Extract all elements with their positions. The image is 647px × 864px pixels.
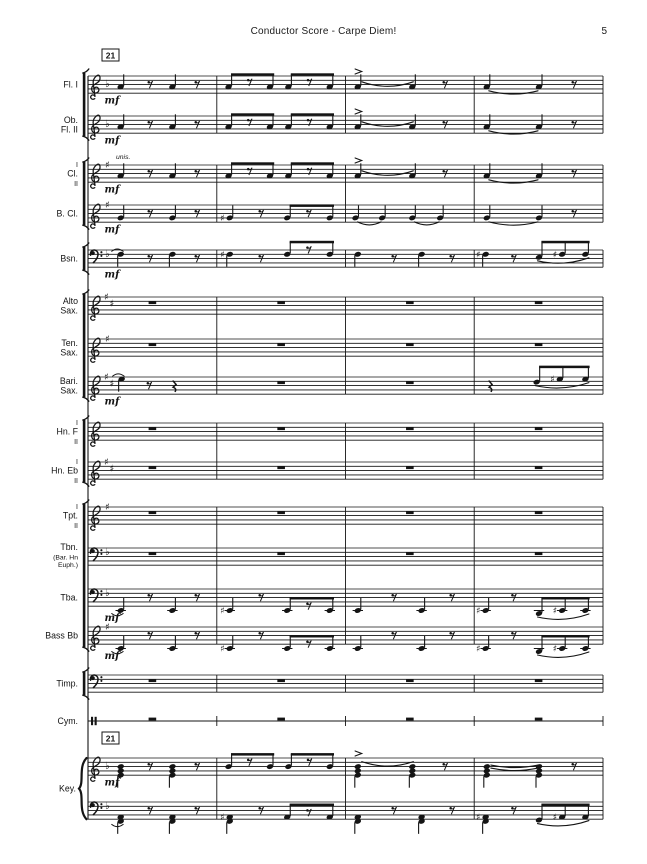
svg-text:♯: ♯ xyxy=(476,250,481,261)
svg-text:♯: ♯ xyxy=(220,813,225,824)
staff-timp xyxy=(56,675,603,692)
svg-text:♯: ♯ xyxy=(220,606,225,617)
svg-text:Ten.: Ten. xyxy=(61,337,78,348)
treble-clef-icon xyxy=(91,75,100,99)
staff-tba xyxy=(60,588,603,624)
page-number: 5 xyxy=(601,26,607,37)
svg-text:II: II xyxy=(74,181,78,189)
svg-text:♯: ♯ xyxy=(109,463,115,475)
bass-clef-icon xyxy=(90,250,102,263)
instrument-label xyxy=(53,542,78,569)
treble-clef-icon xyxy=(91,376,100,400)
svg-text:♭: ♭ xyxy=(105,546,110,558)
svg-text:21: 21 xyxy=(105,733,116,744)
instrument-label xyxy=(60,376,78,396)
staff-bass-bb xyxy=(45,622,603,662)
instrument-label xyxy=(56,420,78,446)
svg-text:♯: ♯ xyxy=(552,606,558,617)
svg-text:Fl. II: Fl. II xyxy=(60,124,78,135)
expression-text xyxy=(116,154,130,161)
staff-cym xyxy=(57,716,603,726)
treble-clef-icon xyxy=(91,338,100,362)
treble-clef-icon xyxy=(91,204,100,228)
svg-text:♯: ♯ xyxy=(105,501,110,513)
staff-bsn xyxy=(60,241,603,281)
svg-text:Ob.: Ob. xyxy=(63,114,78,125)
svg-text:♯: ♯ xyxy=(220,644,225,655)
svg-text:♯: ♯ xyxy=(104,371,109,383)
svg-text:mf: mf xyxy=(104,396,120,408)
svg-text:21: 21 xyxy=(105,50,116,61)
staff-alto-sax xyxy=(60,292,603,320)
treble-clef-icon xyxy=(91,422,100,446)
svg-text:♭: ♭ xyxy=(105,119,110,131)
svg-text:Bari.: Bari. xyxy=(59,375,78,386)
staff-ten-sax xyxy=(60,334,603,362)
staff-hn-eb xyxy=(51,457,603,485)
treble-clef-icon xyxy=(91,296,100,320)
svg-text:♯: ♯ xyxy=(552,250,558,261)
svg-text:Sax.: Sax. xyxy=(60,347,78,358)
svg-text:♯: ♯ xyxy=(105,333,110,345)
staff-ob-fl-ii xyxy=(61,109,603,147)
instrument-label xyxy=(60,296,78,316)
svg-text:mf: mf xyxy=(104,135,120,147)
treble-clef-icon xyxy=(91,461,100,485)
staff-tbn xyxy=(53,542,603,569)
page-title: Conductor Score - Carpe Diem! xyxy=(250,26,397,37)
svg-text:♯: ♯ xyxy=(552,813,558,824)
treble-clef-icon xyxy=(91,757,100,781)
dynamic-marking xyxy=(105,270,122,281)
treble-clef-icon xyxy=(91,164,100,188)
svg-text:I: I xyxy=(76,459,78,466)
svg-text:♯: ♯ xyxy=(104,456,109,468)
bass-clef-icon xyxy=(90,802,102,815)
svg-text:mf: mf xyxy=(104,613,120,625)
dynamic-marking xyxy=(105,225,122,236)
svg-text:♭: ♭ xyxy=(105,587,110,599)
svg-text:mf: mf xyxy=(104,95,120,107)
svg-text:II: II xyxy=(74,478,78,486)
svg-text:(Bar. Hn: (Bar. Hn xyxy=(53,554,78,562)
dynamic-marking xyxy=(105,136,122,147)
svg-text:♯: ♯ xyxy=(105,199,110,211)
svg-text:I: I xyxy=(76,162,78,169)
treble-clef-icon xyxy=(91,115,100,139)
instrument-label xyxy=(57,716,78,726)
instrument-label xyxy=(63,504,78,530)
instrument-label xyxy=(56,679,78,689)
svg-text:Tpt.: Tpt. xyxy=(62,510,78,521)
svg-text:♯: ♯ xyxy=(220,250,225,261)
svg-text:mf: mf xyxy=(104,184,120,196)
staff-hn-f xyxy=(56,420,603,446)
bass-clef-icon xyxy=(90,548,102,561)
svg-text:♭: ♭ xyxy=(105,248,110,260)
treble-clef-icon xyxy=(91,626,100,650)
staff-fl-i xyxy=(63,69,603,107)
svg-text:Hn. Eb: Hn. Eb xyxy=(51,465,78,476)
instrument-label xyxy=(60,593,78,603)
svg-text:Tba.: Tba. xyxy=(60,592,78,603)
instrument-label xyxy=(56,209,78,219)
bass-clef-icon xyxy=(90,675,102,688)
dynamic-marking xyxy=(105,185,122,196)
svg-text:II: II xyxy=(74,523,78,531)
dynamic-marking xyxy=(105,96,122,107)
svg-text:Hn. F: Hn. F xyxy=(56,426,78,437)
svg-text:♭: ♭ xyxy=(105,79,110,91)
group-label-key xyxy=(59,784,76,794)
instrument-label xyxy=(67,162,78,188)
instrument-label xyxy=(60,254,78,264)
bass-clef-icon xyxy=(90,589,102,602)
treble-clef-icon xyxy=(91,506,100,530)
svg-text:I: I xyxy=(76,504,78,511)
svg-text:♯: ♯ xyxy=(109,378,115,390)
rehearsal-mark xyxy=(102,49,119,61)
svg-text:Key.: Key. xyxy=(59,783,76,794)
dynamic-marking xyxy=(105,778,122,789)
staff-tpt xyxy=(63,502,603,530)
svg-text:♭: ♭ xyxy=(105,761,110,773)
instrument-label xyxy=(51,459,78,485)
svg-text:mf: mf xyxy=(104,269,120,281)
svg-text:mf: mf xyxy=(104,224,120,236)
svg-text:mf: mf xyxy=(104,777,120,789)
svg-text:B. Cl.: B. Cl. xyxy=(56,208,78,219)
svg-text:♯: ♯ xyxy=(476,813,481,824)
svg-text:Sax.: Sax. xyxy=(60,305,78,316)
svg-text:♯: ♯ xyxy=(552,644,558,655)
svg-text:♯: ♯ xyxy=(550,375,555,386)
instrument-label xyxy=(61,115,78,135)
svg-text:Bsn.: Bsn. xyxy=(60,253,78,264)
svg-text:Sax.: Sax. xyxy=(60,385,78,396)
svg-text:Alto: Alto xyxy=(62,295,78,306)
staff-bari-sax xyxy=(60,366,603,408)
staff-b-cl xyxy=(56,200,603,236)
svg-text:Fl. I: Fl. I xyxy=(63,79,78,90)
rehearsal-mark xyxy=(102,732,119,744)
svg-text:Cl.: Cl. xyxy=(67,168,78,179)
svg-text:mf: mf xyxy=(104,651,120,663)
svg-text:♯: ♯ xyxy=(105,621,110,633)
svg-text:♭: ♭ xyxy=(105,800,110,812)
svg-text:♯: ♯ xyxy=(476,644,481,655)
svg-text:Tbn.: Tbn. xyxy=(60,542,78,552)
svg-text:I: I xyxy=(76,420,78,427)
svg-text:Bass Bb: Bass Bb xyxy=(45,630,78,641)
svg-text:Timp.: Timp. xyxy=(56,678,78,689)
instrument-label xyxy=(60,338,78,358)
svg-text:Cym.: Cym. xyxy=(57,716,78,726)
instrument-label xyxy=(63,80,78,90)
instrument-label xyxy=(45,631,78,641)
svg-text:♯: ♯ xyxy=(220,213,225,224)
svg-text:♯: ♯ xyxy=(109,298,115,310)
svg-text:unis.: unis. xyxy=(116,154,131,161)
svg-text:♯: ♯ xyxy=(104,291,109,303)
staff-cl-i-ii xyxy=(67,154,603,196)
svg-text:♯: ♯ xyxy=(476,606,481,617)
svg-text:II: II xyxy=(74,439,78,447)
svg-text:♯: ♯ xyxy=(105,159,110,171)
dynamic-marking xyxy=(105,397,122,408)
svg-text:Euph.): Euph.) xyxy=(57,562,78,570)
